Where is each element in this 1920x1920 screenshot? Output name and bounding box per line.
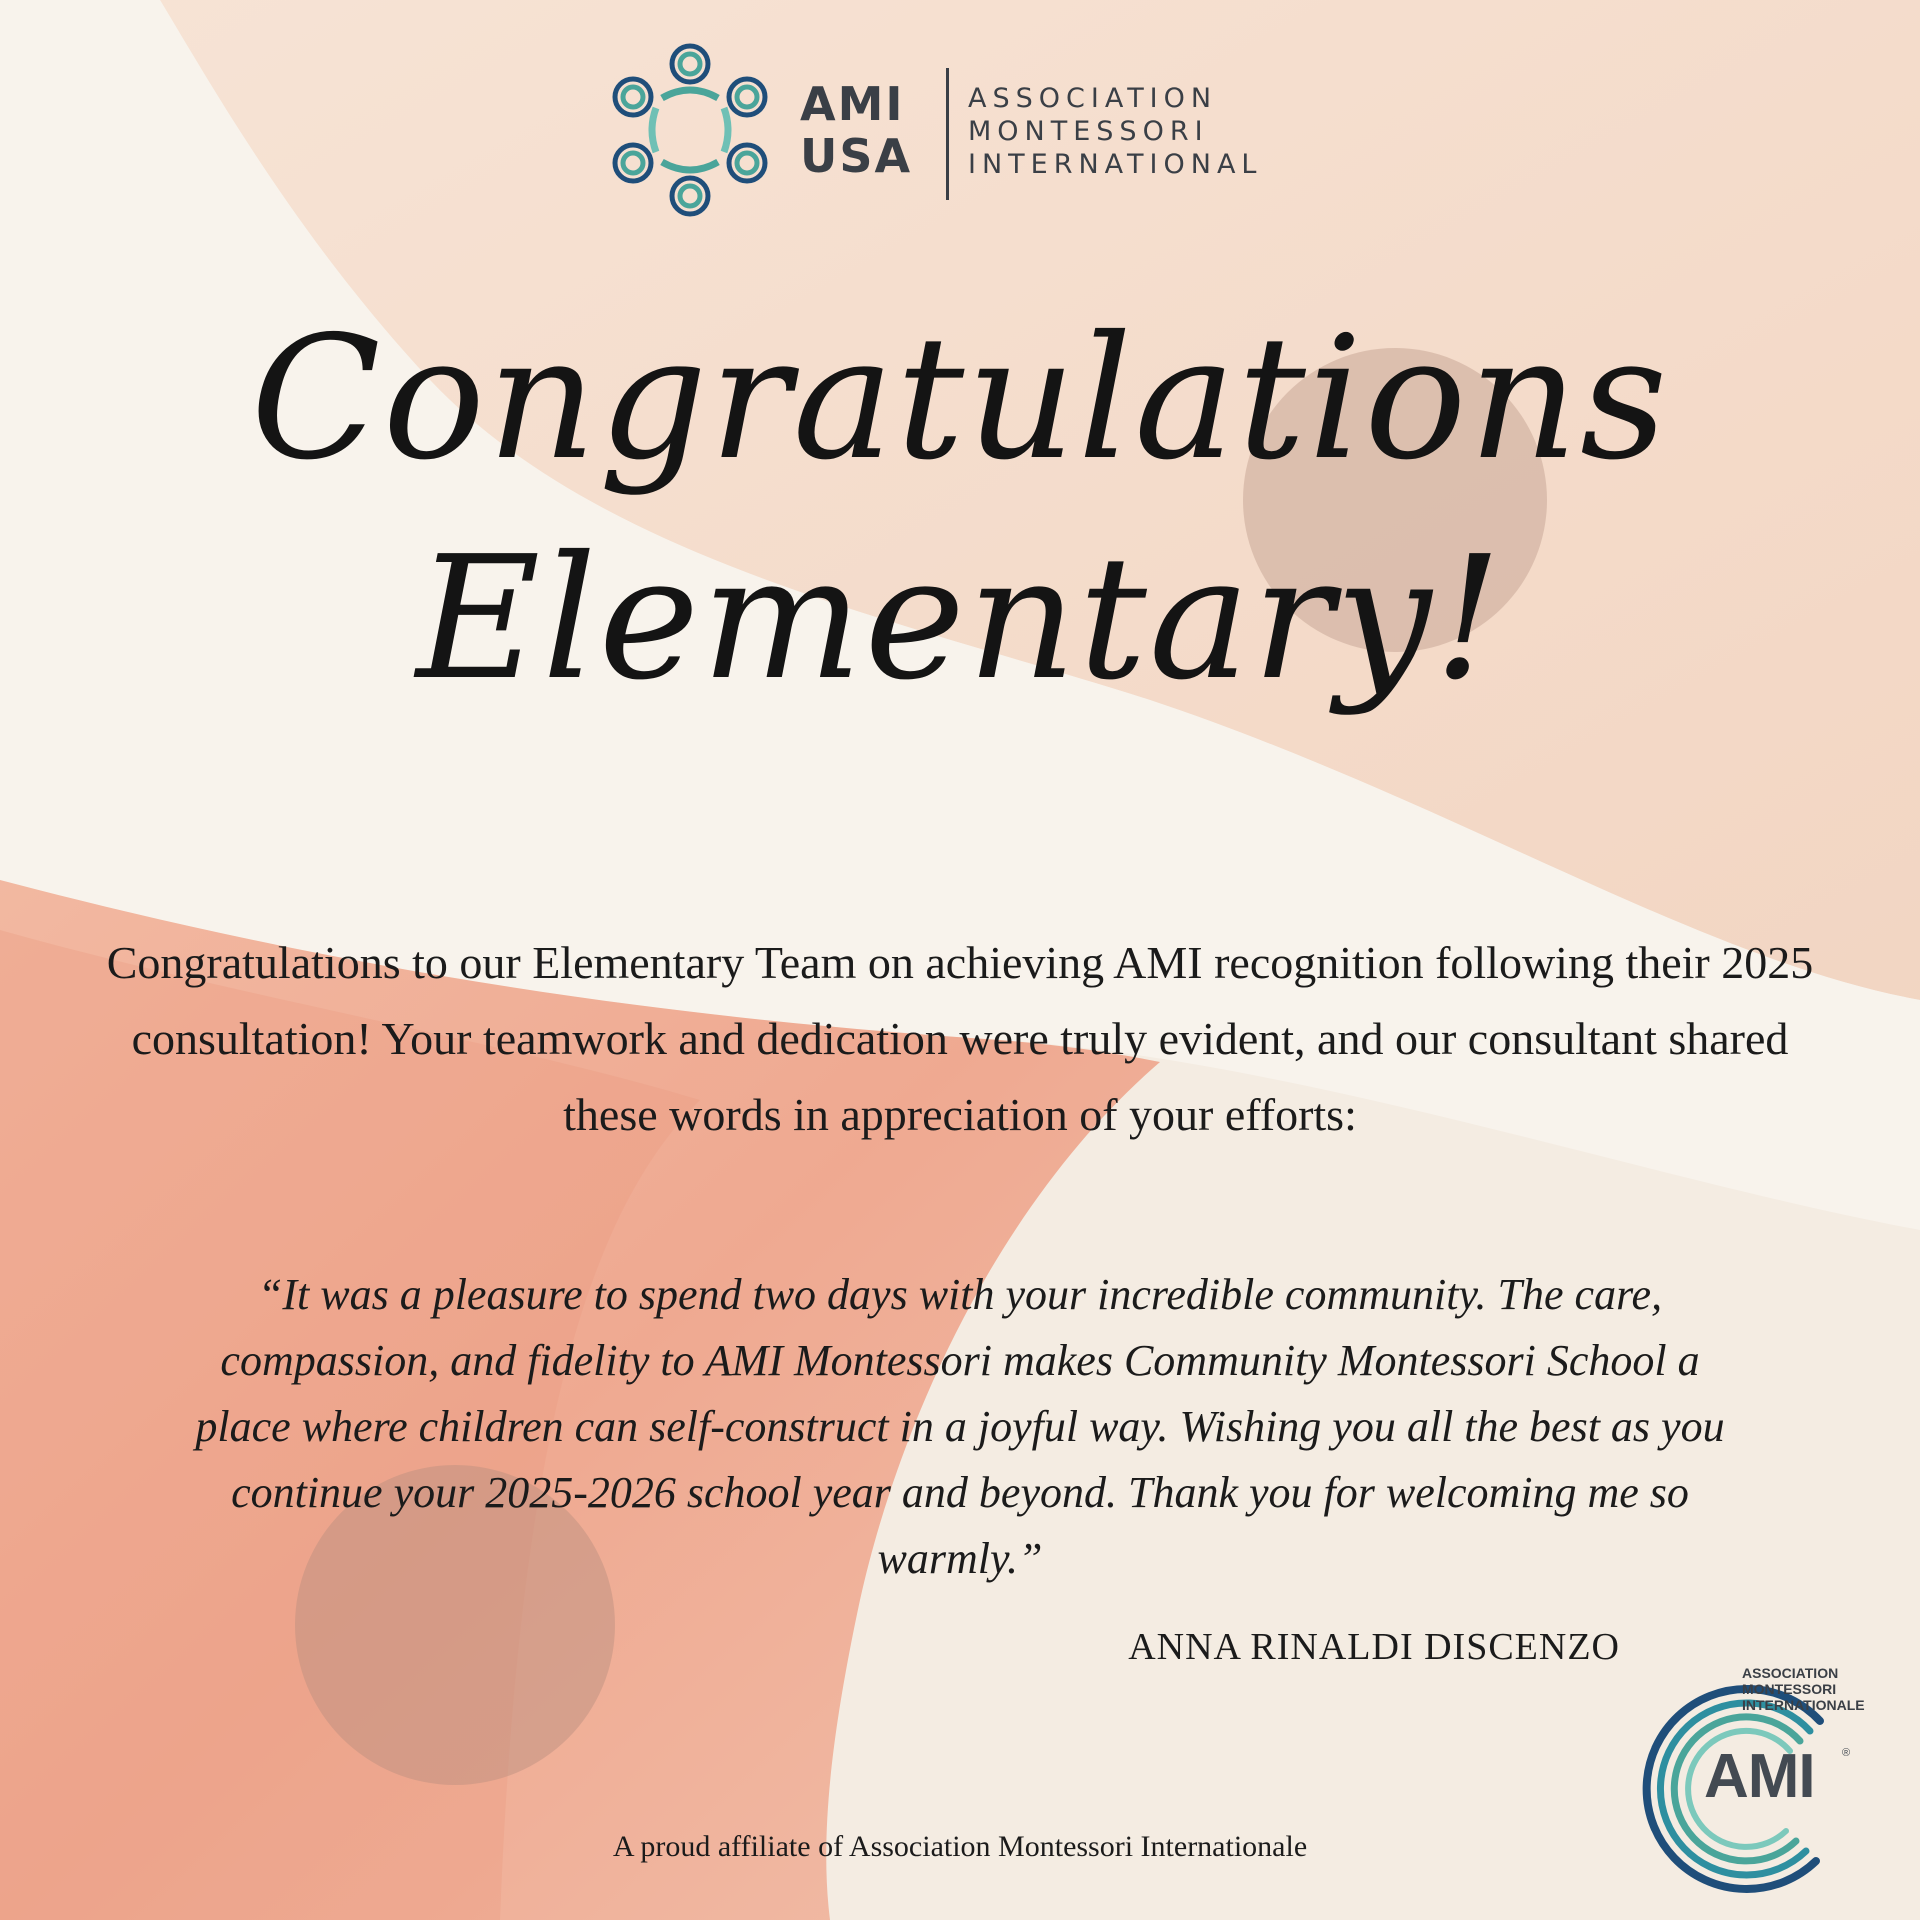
- ami-usa-wordmark: [800, 78, 912, 182]
- org-line3: INTERNATIONAL: [968, 149, 1263, 180]
- ami-logo-line1: ASSOCIATION: [1742, 1665, 1839, 1681]
- org-line2: MONTESSORI: [968, 116, 1209, 147]
- intro-paragraph: Congratulations to our Elementary Team on achieving AMI recognition following their 2025 consultation! Your teamwork and dedication were truly evident, and our consultant shared these words in appreciation of your efforts:: [106, 937, 1814, 1140]
- ami-usa-line2: USA: [800, 129, 913, 183]
- registered-mark: ®: [1842, 1747, 1851, 1759]
- affiliate-footer: A proud affiliate of Association Montessori Internationale: [612, 1830, 1308, 1863]
- consultant-name: ANNA RINALDI DISCENZO: [1128, 1626, 1620, 1668]
- heading-line2: Elementary!: [416, 520, 1504, 718]
- org-line1: ASSOCIATION: [968, 83, 1218, 114]
- ami-logo-text: [1742, 1665, 1865, 1713]
- people-ring-icon: [600, 40, 780, 220]
- logo-divider: [946, 68, 949, 200]
- ami-logo-line2: MONTESSORI: [1742, 1681, 1837, 1697]
- ami-logo-line3: INTERNATIONALE: [1742, 1697, 1865, 1713]
- ami-logo: [1620, 1655, 1910, 1915]
- heading-line1: Congratulations: [250, 300, 1670, 498]
- ami-usa-logo: [600, 40, 1320, 240]
- organization-name: [968, 82, 1262, 181]
- ami-logo-mark: AMI: [1704, 1742, 1815, 1811]
- ami-usa-line1: AMI: [800, 77, 905, 131]
- consultant-quote: “It was a pleasure to spend two days with your incredible community. The care, compassion, and fidelity to AMI Montessori makes Community Montessori School a place where children can self-construct in a joyful way. Wishing you all the best as you continue your 2025-2026 school year and beyond. Thank you for welcoming me so warmly.”: [195, 1270, 1725, 1583]
